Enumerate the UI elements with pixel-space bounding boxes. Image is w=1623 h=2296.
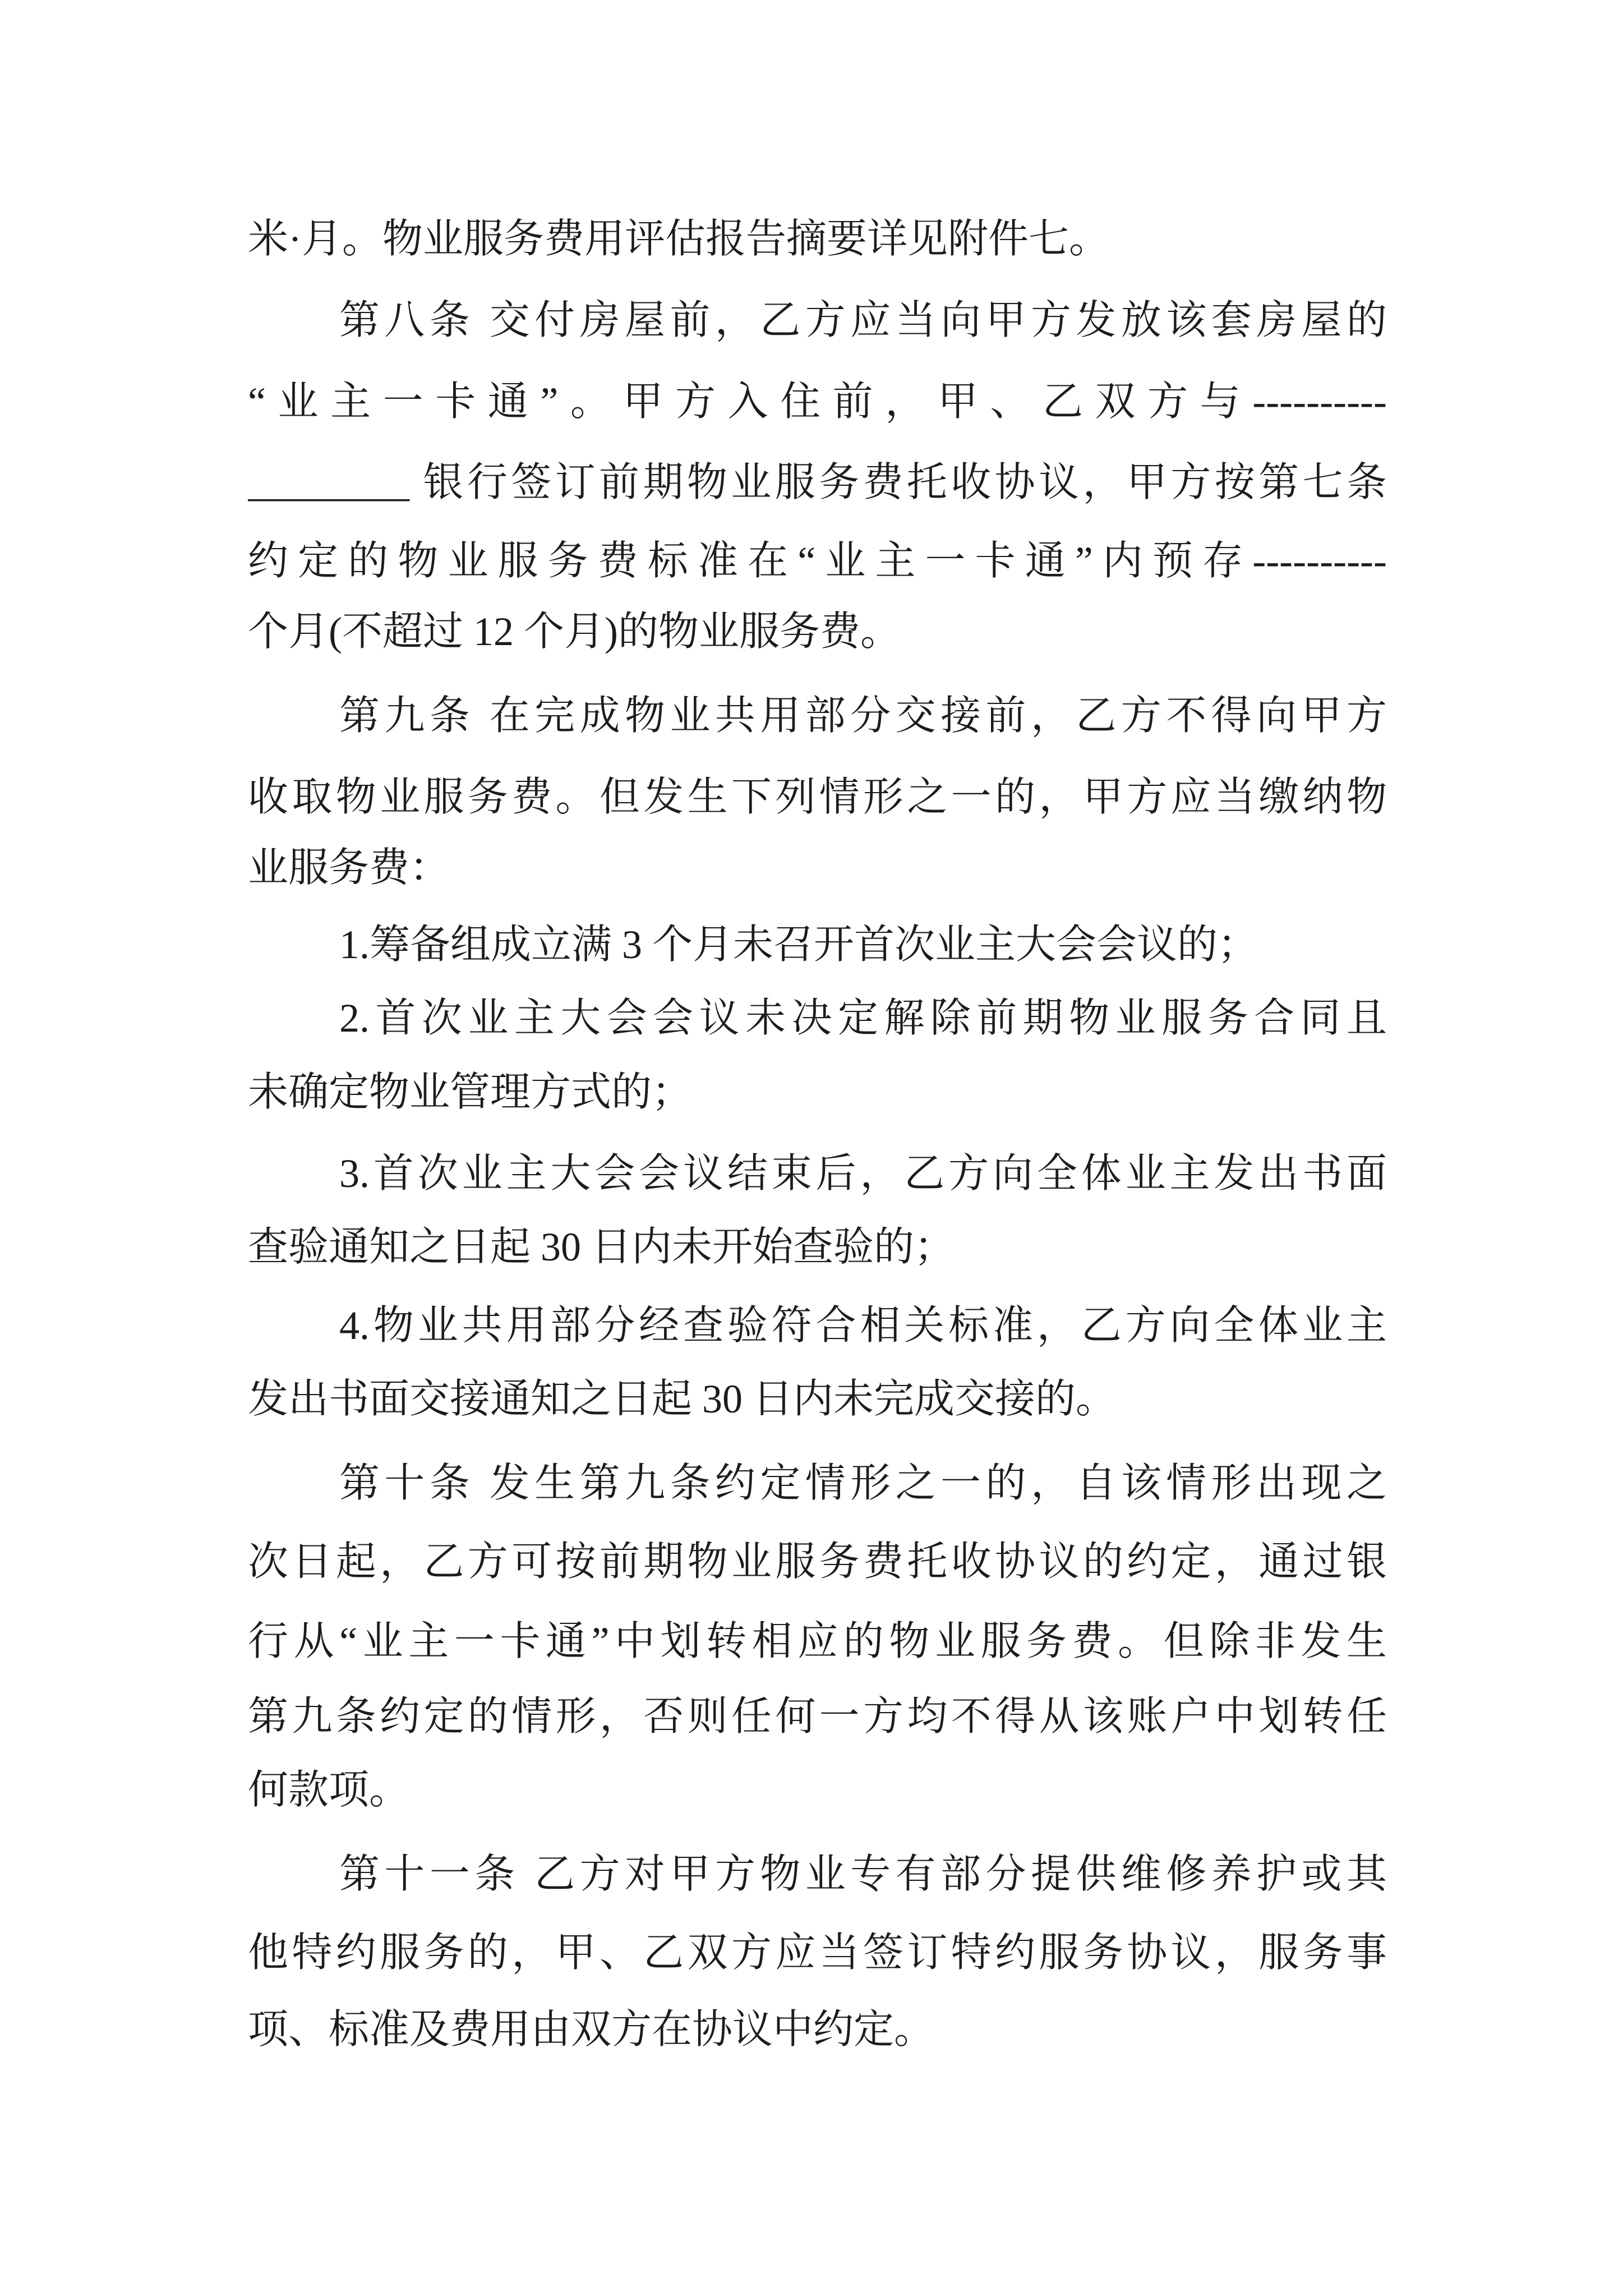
text-line: 收取物业服务费。但发生下列情形之一的，甲方应当缴纳物 (248, 775, 1387, 820)
text-line: 约定的物业服务费标准在“业主一卡通”内预存---------- (248, 539, 1387, 583)
text-line: 第十条 发生第九条约定情形之一的，自该情形出现之 (339, 1461, 1387, 1506)
text-line: 第八条 交付房屋前，乙方应当向甲方发放该套房屋的 (339, 298, 1387, 343)
text-line: 第九条约定的情形，否则任何一方均不得从该账户中划转任 (248, 1694, 1387, 1739)
text-line: 次日起，乙方可按前期物业服务费托收协议的约定，通过银 (248, 1539, 1387, 1584)
text-line: 个月(不超过 12 个月)的物业服务费。 (248, 609, 901, 654)
text-line: 项、标准及费用由双方在协议中约定。 (248, 2007, 935, 2052)
text-line: 查验通知之日起 30 日内未开始查验的； (248, 1225, 955, 1269)
text-line: 他特约服务的，甲、乙双方应当签订特约服务协议，服务事 (248, 1930, 1387, 1975)
text-line: 第十一条 乙方对甲方物业专有部分提供维修养护或其 (339, 1852, 1387, 1897)
text-line: 第九条 在完成物业共用部分交接前，乙方不得向甲方 (339, 693, 1387, 738)
text-line: 行从“业主一卡通”中划转相应的物业服务费。但除非发生 (248, 1619, 1387, 1664)
text-line: 发出书面交接通知之日起 30 日内未完成交接的。 (248, 1377, 1117, 1421)
text-line: ________ 银行签订前期物业服务费托收协议，甲方按第七条 (248, 460, 1387, 505)
text-line: 3.首次业主大会会议结束后，乙方向全体业主发出书面 (339, 1151, 1387, 1196)
text-line: 1.筹备组成立满 3 个月未召开首次业主大会会议的； (339, 922, 1258, 967)
text-line: 米·月。物业服务费用评估报告摘要详见附件七。 (248, 217, 1109, 261)
text-line: “业主一卡通”。甲方入住前，甲、乙双方与---------- (248, 379, 1387, 424)
text-line: 未确定物业管理方式的； (248, 1070, 693, 1115)
text-line: 何款项。 (248, 1768, 410, 1812)
text-line: 4.物业共用部分经查验符合相关标准，乙方向全体业主 (339, 1303, 1387, 1348)
text-line: 2.首次业主大会会议未决定解除前期物业服务合同且 (339, 996, 1387, 1041)
text-line: 业服务费： (248, 845, 450, 890)
